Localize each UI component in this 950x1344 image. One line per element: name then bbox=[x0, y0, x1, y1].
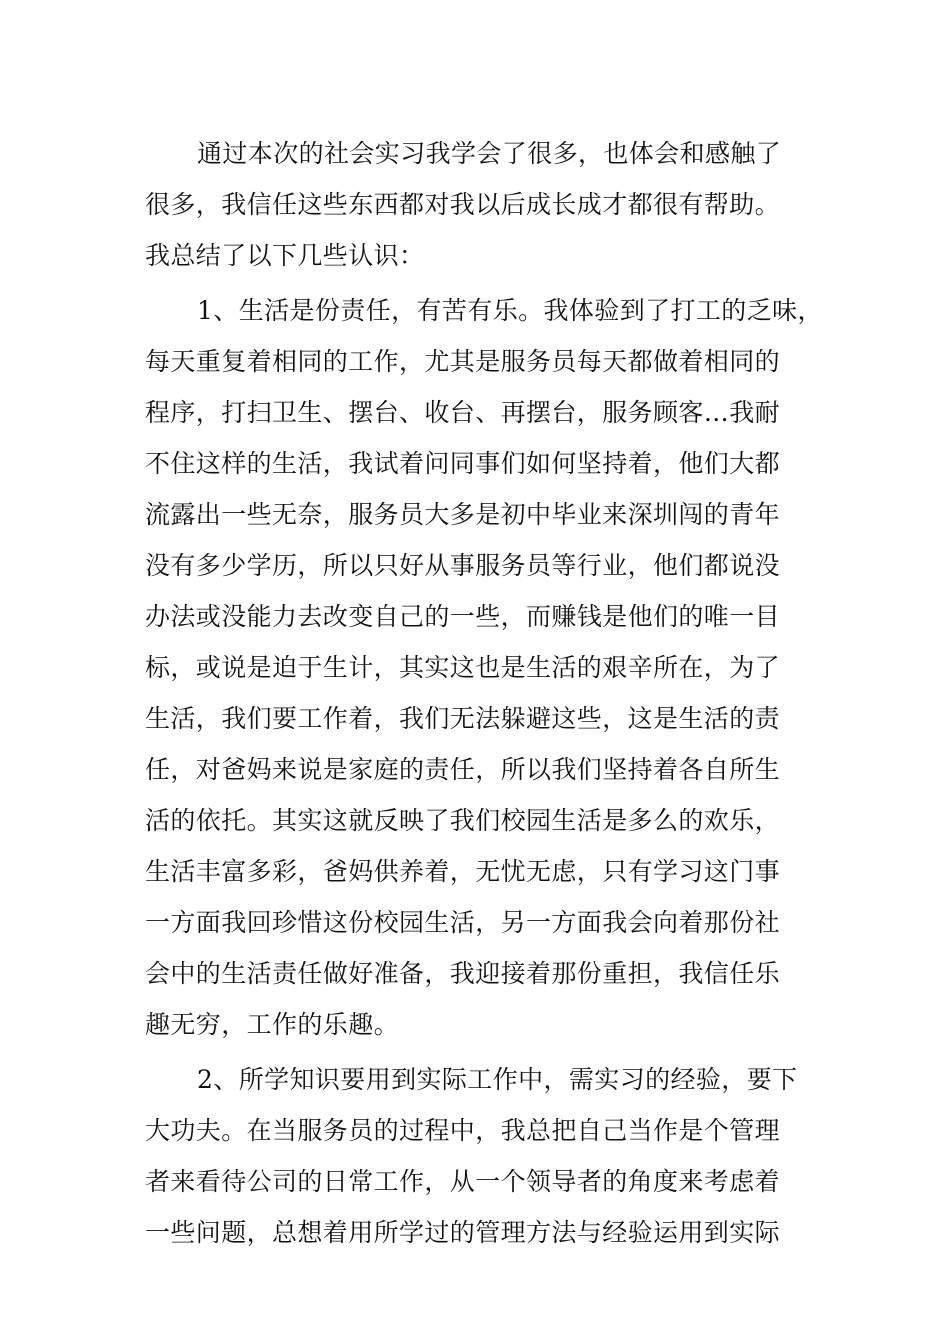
paragraph-line: 任，对爸妈来说是家庭的责任，所以我们坚持着各自所生 bbox=[145, 755, 781, 784]
paragraph-line: 通过本次的社会实习我学会了很多，也体会和感触了 bbox=[197, 139, 782, 168]
paragraph-line: 办法或没能力去改变自己的一些，而赚钱是他们的唯一目 bbox=[145, 602, 781, 631]
paragraph-line: 生活丰富多彩，爸妈供养着，无忧无虑，只有学习这门事 bbox=[145, 857, 781, 886]
paragraph-line: 每天重复着相同的工作，尤其是服务员每天都做着相同的 bbox=[145, 347, 781, 376]
paragraph-line: 不住这样的生活，我试着问同事们如何坚持着，他们大都 bbox=[145, 449, 781, 478]
paragraph-line: 1、生活是份责任，有苦有乐。我体验到了打工的乏味， bbox=[197, 296, 823, 325]
paragraph-point-2 bbox=[145, 1054, 810, 1258]
paragraph-line: 一些问题，总想着用所学过的管理方法与经验运用到实际 bbox=[145, 1218, 781, 1247]
paragraph-line: 一方面我回珍惜这份校园生活，另一方面我会向着那份社 bbox=[145, 908, 781, 937]
paragraph-line: 程序，打扫卫生、摆台、收台、再摆台，服务顾客…我耐 bbox=[145, 398, 781, 427]
paragraph-line: 生活，我们要工作着，我们无法躲避这些，这是生活的责 bbox=[145, 704, 781, 733]
paragraph-line: 活的依托。其实这就反映了我们校园生活是多么的欢乐， bbox=[145, 806, 781, 835]
paragraph-line: 者来看待公司的日常工作，从一个领导者的角度来考虑着 bbox=[145, 1167, 781, 1196]
paragraph-line: 会中的生活责任做好准备，我迎接着那份重担，我信任乐 bbox=[145, 959, 781, 988]
paragraph-line: 流露出一些无奈，服务员大多是初中毕业来深圳闯的青年 bbox=[145, 500, 781, 529]
paragraph-line: 我总结了以下几些认识： bbox=[145, 241, 425, 270]
paragraph-intro bbox=[145, 128, 810, 281]
paragraph-line: 大功夫。在当服务员的过程中，我总把自己当作是个管理 bbox=[145, 1116, 781, 1145]
paragraph-point-1 bbox=[145, 285, 823, 1050]
paragraph-line: 没有多少学历，所以只好从事服务员等行业，他们都说没 bbox=[145, 551, 781, 580]
paragraph-line: 标，或说是迫于生计，其实这也是生活的艰辛所在，为了 bbox=[145, 653, 781, 682]
paragraph-line: 趣无穷，工作的乐趣。 bbox=[145, 1010, 400, 1039]
paragraph-line: 很多，我信任这些东西都对我以后成长成才都很有帮助。 bbox=[145, 190, 781, 219]
paragraph-line: 2、所学知识要用到实际工作中，需实习的经验，要下 bbox=[197, 1065, 798, 1094]
document-body bbox=[145, 128, 823, 1258]
